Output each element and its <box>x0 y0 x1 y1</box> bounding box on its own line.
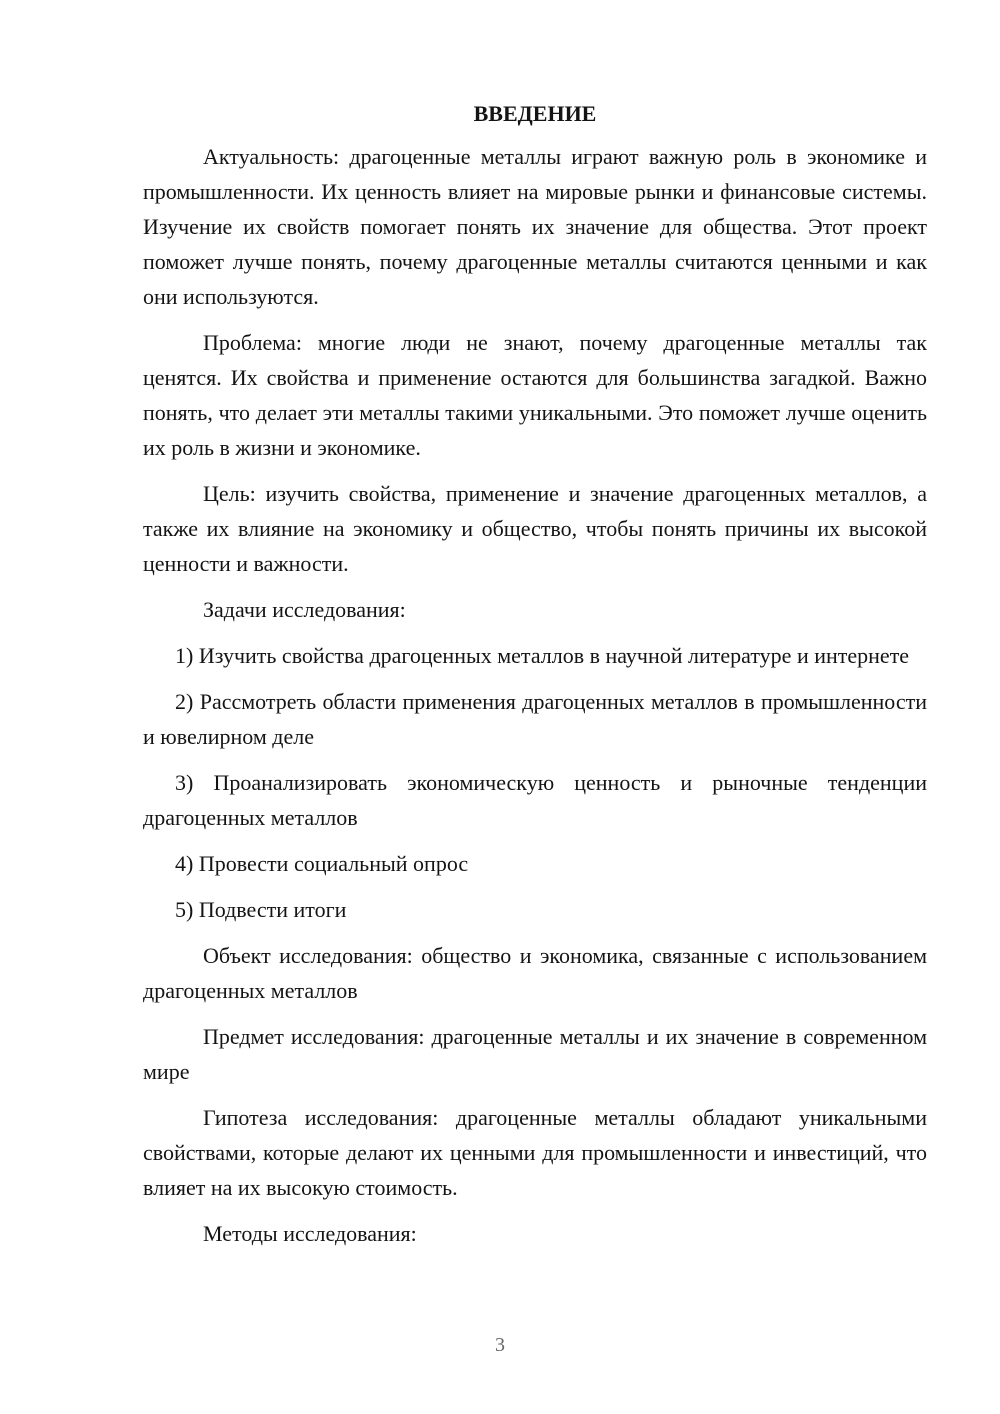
task-item-4: 4) Провести социальный опрос <box>175 851 469 876</box>
subject-paragraph: Предмет исследования: драгоценные металлы и их значение в современном мире <box>143 1024 927 1084</box>
hypothesis-paragraph: Гипотеза исследования: драгоценные металлы обладают уникальными свойствами, которые делают их ценными для промышленности и инвестиций, что влияет на их высокую стоимость. <box>143 1105 927 1200</box>
task-item-3: 3) Проанализировать экономическую ценность и рыночные тенденции драгоценных металлов <box>143 770 927 830</box>
task-item-1: 1) Изучить свойства драгоценных металлов в научной литературе и интернете <box>175 643 910 668</box>
goal-paragraph: Цель: изучить свойства, применение и значение драгоценных металлов, а также их влияние на экономику и общество, чтобы понять причины их высокой ценности и важности. <box>143 481 927 576</box>
relevance-paragraph: Актуальность: драгоценные металлы играют важную роль в экономике и промышленности. Их ценность влияет на мировые рынки и финансовые системы. Изучение их свойств помогает понять их значение для общества. Этот проект поможет лучше понять, почему драгоценные металлы считаются ценными и как они используются. <box>143 144 927 309</box>
tasks-heading: Задачи исследования: <box>203 597 406 622</box>
task-item-5: 5) Подвести итоги <box>175 897 347 922</box>
task-item-2: 2) Рассмотреть области применения драгоценных металлов в промышленности и ювелирном деле <box>143 689 927 749</box>
section-title: ВВЕДЕНИЕ <box>473 101 597 126</box>
document-body <box>143 96 927 1262</box>
problem-paragraph: Проблема: многие люди не знают, почему драгоценные металлы так ценятся. Их свойства и применение остаются для большинства загадкой. Важно понять, что делает эти металлы такими уникальными. Это поможет лучше оценить их роль в жизни и экономике. <box>143 330 927 460</box>
object-paragraph: Объект исследования: общество и экономика, связанные с использованием драгоценных металлов <box>143 943 927 1003</box>
methods-heading: Методы исследования: <box>203 1221 417 1246</box>
page-number: 3 <box>495 1334 505 1356</box>
